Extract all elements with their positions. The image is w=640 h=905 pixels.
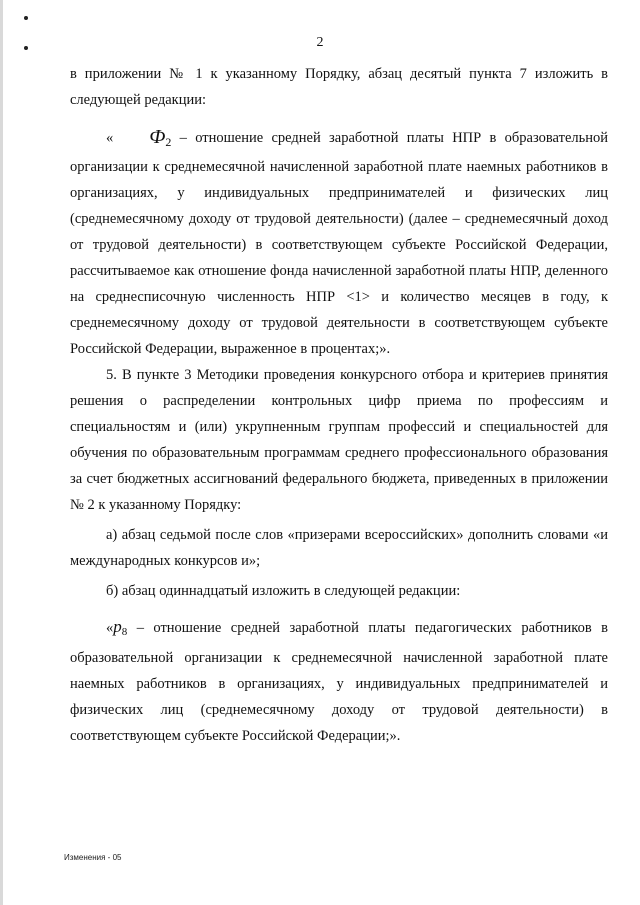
formula-subscript: 8 (121, 626, 128, 638)
footer-revision-note: Изменения - 05 (64, 853, 122, 862)
paragraph-item-5 (70, 362, 608, 518)
paragraph-text: 5. В пункте 3 Методики проведения конкурсного отбора и критериев принятия решения о распределении контрольных цифр приема по профессиям и специальностям и (или) укрупненным группам профессий и специальностей для обучения по образовательным программам среднего профессионального образования за счет бюджетных ассигнований федерального бюджета, приведенных в приложении № 2 к указанному Порядку: (70, 367, 608, 513)
formula-subscript: 2 (165, 135, 172, 149)
paragraph-formula-p8 (70, 614, 608, 749)
scan-dot (24, 16, 28, 20)
formula-symbol (113, 617, 127, 636)
paragraph-text: б) абзац одиннадцатый изложить в следующей редакции: (106, 583, 461, 599)
formula-letter: Ф (149, 126, 166, 148)
scan-edge-shadow (0, 0, 3, 905)
paragraph-text: а) абзац седьмой после слов «призерами всероссийских» дополнить словами «и международных конкурсов и»; (70, 527, 608, 569)
paragraph-item-a (70, 522, 608, 574)
open-quote: « (106, 620, 114, 636)
page-number: 2 (316, 35, 324, 50)
paragraph-text: – отношение средней заработной платы НПР в образовательной организации к среднемесячной начисленной заработной плате наемных работников в организациях, у индивидуальных предпринимателей и физических лиц (среднемесячному доходу от трудовой деятельности) (далее – среднемесячный доход от трудовой деятельности) в соответствующем субъекте Российской Федерации, рассчитываемое как отношение фонда начисленной заработной платы НПР, деленного на среднесписочную численность НПР <1> и количество месяцев в году, к среднемесячному доходу от трудовой деятельности в соответствующем субъекте Российской Федерации, выраженное в процентах;». (70, 130, 608, 357)
paragraph-text: – отношение средней заработной платы педагогических работников в образовательной организации к среднемесячной начисленной заработной плате наемных работников в организациях, у индивидуальных предпринимателей и физических лиц (среднемесячному доходу от трудовой деятельности) в соответствующем субъекте Российской Федерации;». (70, 620, 608, 744)
formula-symbol (113, 124, 171, 155)
paragraph-formula-f2 (70, 123, 608, 362)
paragraph-intro (70, 61, 608, 113)
paragraph-text: в приложении № 1 к указанному Порядку, абзац десятый пункта 7 изложить в следующей редакции: (70, 66, 608, 108)
document-body (70, 61, 608, 749)
paragraph-item-b (70, 578, 608, 604)
open-quote: « (106, 130, 114, 146)
formula-letter: p (113, 617, 122, 636)
